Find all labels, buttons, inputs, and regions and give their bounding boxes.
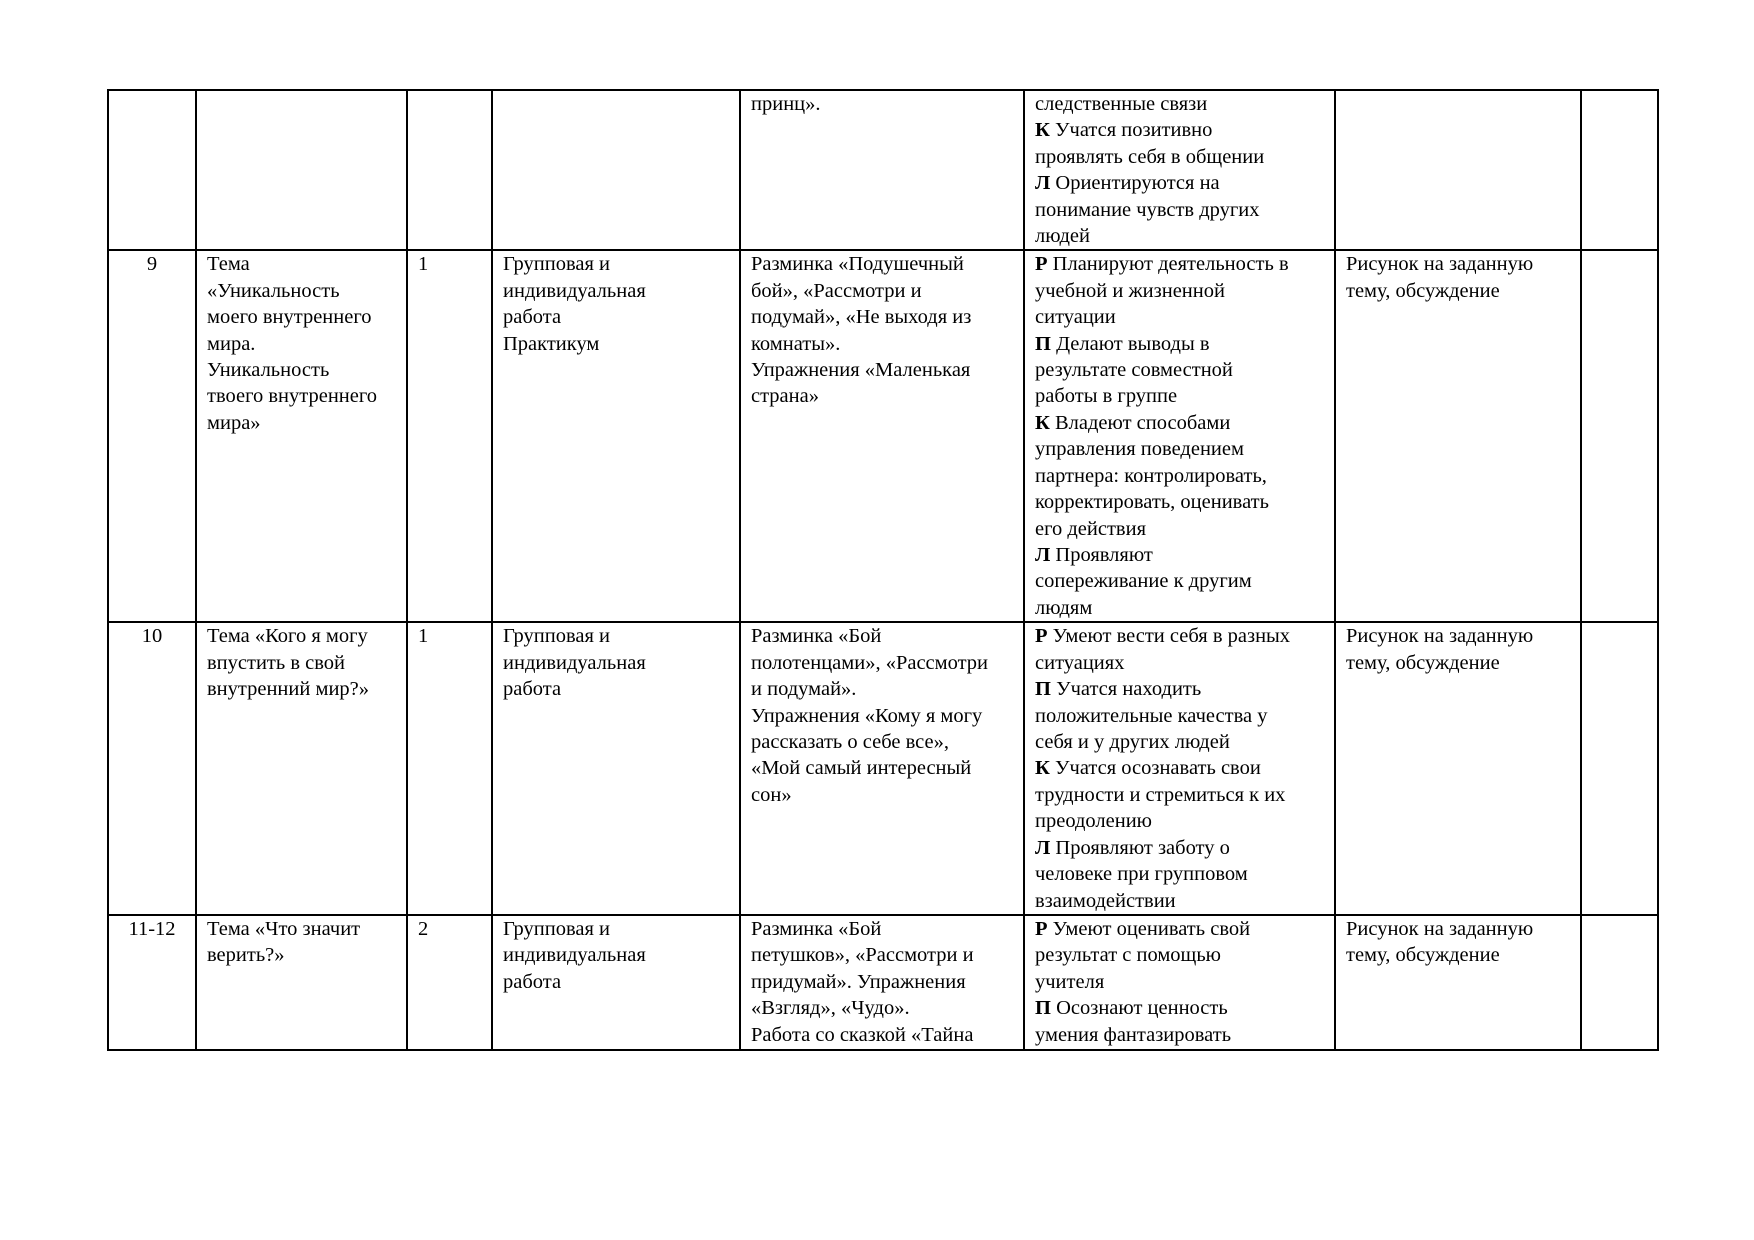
outcome-text: Ориентируются на [1055, 172, 1220, 195]
text-line: тему, обсуждение [1346, 279, 1500, 302]
outcome-text: корректировать, оценивать [1035, 491, 1269, 514]
text-line: Упражнения «Маленькая [751, 359, 971, 382]
hours-cell: 1 [407, 622, 492, 914]
outcome-text: Проявляют заботу о [1055, 836, 1230, 859]
content-cell [740, 250, 1024, 622]
outcome-text: учебной и жизненной [1035, 279, 1225, 302]
outcome-line [1035, 278, 1324, 304]
outcome-line [1035, 676, 1324, 702]
text-line: Практикум [503, 332, 600, 355]
text-line: тему, обсуждение [1346, 944, 1500, 967]
form-cell [492, 622, 740, 914]
learning-outcomes-cell [1024, 250, 1335, 622]
outcome-line [1035, 755, 1324, 781]
text-line: впустить в свой [207, 651, 346, 674]
outcome-line [1035, 568, 1324, 594]
control-form-cell [1335, 915, 1581, 1050]
text-line: петушков», «Рассмотри и [751, 944, 974, 967]
outcome-line [1035, 197, 1324, 223]
text-line: придумай». Упражнения [751, 970, 966, 993]
text-line: Тема «Что значит [207, 917, 361, 940]
outcome-line [1035, 251, 1324, 277]
outcome-text: Умеют оценивать свой [1052, 917, 1251, 940]
outcome-text: Умеют вести себя в разных [1052, 625, 1291, 648]
outcome-line [1035, 782, 1324, 808]
learning-outcomes-cell [1024, 622, 1335, 914]
table-row [108, 250, 1658, 622]
outcome-text: трудности и стремиться к их [1035, 783, 1286, 806]
outcome-text: положительные качества у [1035, 704, 1268, 727]
text-line: страна» [751, 385, 819, 408]
text-line: бой», «Рассмотри и [751, 279, 922, 302]
outcome-category-letter: Р [1035, 625, 1048, 648]
outcome-text: людей [1035, 225, 1091, 248]
text-line: моего внутреннего [207, 306, 372, 329]
topic-cell [196, 250, 407, 622]
notes-cell [1581, 250, 1658, 622]
content-cell [740, 622, 1024, 914]
form-cell [492, 250, 740, 622]
outcome-category-letter: Л [1035, 172, 1051, 195]
outcome-category-letter: Л [1035, 543, 1051, 566]
lesson-number-cell [108, 90, 196, 250]
outcome-text: проявлять себя в общении [1035, 145, 1265, 168]
outcome-line [1035, 703, 1324, 729]
outcome-text: результате совместной [1035, 359, 1233, 382]
control-form-cell [1335, 622, 1581, 914]
outcome-line [1035, 650, 1324, 676]
text-line: Рисунок на заданную [1346, 253, 1534, 276]
topic-cell [196, 915, 407, 1050]
outcome-text: умения фантазировать [1035, 1023, 1232, 1046]
outcome-line [1035, 1022, 1324, 1048]
lesson-number-cell: 9 [108, 250, 196, 622]
text-line: принц». [751, 93, 821, 115]
text-line: работа [503, 306, 562, 329]
text-line: твоего внутреннего [207, 385, 378, 408]
outcome-text: сопереживание к другим [1035, 570, 1252, 593]
notes-cell [1581, 622, 1658, 914]
outcome-text: понимание чувств других [1035, 198, 1260, 221]
outcome-text: преодолению [1035, 810, 1152, 833]
outcome-text: взаимодействии [1035, 889, 1176, 912]
text-line: «Уникальность [207, 279, 340, 302]
outcome-text: Учатся находить [1056, 678, 1202, 701]
text-line: мира» [207, 411, 261, 434]
text-line: Разминка «Подушечный [751, 253, 964, 276]
table-row [108, 622, 1658, 914]
outcome-text: людям [1035, 596, 1093, 619]
outcome-text: ситуациях [1035, 651, 1125, 674]
outcome-category-letter: Р [1035, 253, 1048, 276]
outcome-category-letter: Р [1035, 917, 1048, 940]
control-form-cell [1335, 250, 1581, 622]
text-line: Групповая и [503, 625, 611, 648]
outcome-line [1035, 383, 1324, 409]
outcome-line [1035, 969, 1324, 995]
content-cell [740, 915, 1024, 1050]
notes-cell [1581, 90, 1658, 250]
outcome-line [1035, 331, 1324, 357]
text-line: рассказать о себе все», [751, 731, 949, 754]
outcome-text: управления поведением [1035, 438, 1244, 461]
table-row [108, 90, 1658, 250]
outcome-text: Проявляют [1055, 543, 1153, 566]
text-line: внутренний мир?» [207, 678, 370, 701]
outcome-text: человеке при групповом [1035, 863, 1248, 886]
text-line: Работа со сказкой «Тайна [751, 1023, 974, 1046]
outcome-category-letter: П [1035, 997, 1051, 1020]
text-line: мира. [207, 332, 256, 355]
outcome-text: партнера: контролировать, [1035, 464, 1267, 487]
outcome-category-letter: Л [1035, 836, 1051, 859]
outcome-text: следственные связи [1035, 93, 1208, 115]
hours-cell: 1 [407, 250, 492, 622]
table-row [108, 915, 1658, 1050]
text-line: Упражнения «Кому я могу [751, 704, 983, 727]
outcome-text: себя и у других людей [1035, 731, 1230, 754]
outcome-line [1035, 170, 1324, 196]
outcome-line [1035, 916, 1324, 942]
outcome-category-letter: К [1035, 119, 1050, 142]
outcome-line [1035, 729, 1324, 755]
text-line: Разминка «Бой [751, 917, 882, 940]
outcome-line [1035, 463, 1324, 489]
text-line: Групповая и [503, 917, 611, 940]
text-line: Тема «Кого я могу [207, 625, 368, 648]
text-line: индивидуальная [503, 279, 646, 302]
notes-cell [1581, 915, 1658, 1050]
text-line: работа [503, 970, 562, 993]
outcome-text: ситуации [1035, 306, 1116, 329]
outcome-line [1035, 995, 1324, 1021]
outcome-line [1035, 91, 1324, 117]
outcome-line [1035, 223, 1324, 249]
text-line: «Мой самый интересный [751, 757, 972, 780]
outcome-text: Учатся осознавать свои [1055, 757, 1261, 780]
outcome-line [1035, 489, 1324, 515]
lesson-plan-table [107, 89, 1659, 1051]
text-line: Групповая и [503, 253, 611, 276]
text-line: тему, обсуждение [1346, 651, 1500, 674]
lesson-number-cell: 11-12 [108, 915, 196, 1050]
text-line: сон» [751, 783, 792, 806]
outcome-line [1035, 436, 1324, 462]
hours-cell: 2 [407, 915, 492, 1050]
outcome-text: учителя [1035, 970, 1105, 993]
outcome-line [1035, 595, 1324, 621]
text-line: индивидуальная [503, 651, 646, 674]
outcome-text: работы в группе [1035, 385, 1178, 408]
lesson-number-cell: 10 [108, 622, 196, 914]
learning-outcomes-cell [1024, 915, 1335, 1050]
outcome-text: Планируют деятельность в [1052, 253, 1289, 276]
text-line: Тема [207, 253, 250, 276]
outcome-line [1035, 888, 1324, 914]
outcome-text: Осознают ценность [1056, 997, 1228, 1020]
outcome-text: его действия [1035, 517, 1147, 540]
outcome-line [1035, 942, 1324, 968]
text-line: работа [503, 678, 562, 701]
outcome-line [1035, 861, 1324, 887]
learning-outcomes-cell [1024, 90, 1335, 250]
text-line: Рисунок на заданную [1346, 917, 1534, 940]
outcome-line [1035, 144, 1324, 170]
outcome-line [1035, 304, 1324, 330]
text-line: Разминка «Бой [751, 625, 882, 648]
outcome-text: Делают выводы в [1056, 332, 1210, 355]
hours-cell [407, 90, 492, 250]
outcome-line [1035, 357, 1324, 383]
text-line: верить?» [207, 944, 285, 967]
text-line: и подумай». [751, 678, 857, 701]
text-line: индивидуальная [503, 944, 646, 967]
outcome-line [1035, 623, 1324, 649]
topic-cell [196, 622, 407, 914]
outcome-line [1035, 835, 1324, 861]
text-line: Рисунок на заданную [1346, 625, 1534, 648]
text-line: комнаты». [751, 332, 841, 355]
text-line: Уникальность [207, 359, 330, 382]
outcome-category-letter: К [1035, 757, 1050, 780]
outcome-line [1035, 516, 1324, 542]
form-cell [492, 90, 740, 250]
control-form-cell [1335, 90, 1581, 250]
outcome-text: Владеют способами [1055, 411, 1231, 434]
outcome-category-letter: П [1035, 332, 1051, 355]
outcome-category-letter: К [1035, 411, 1050, 434]
outcome-line [1035, 808, 1324, 834]
text-line: подумай», «Не выходя из [751, 306, 972, 329]
outcome-category-letter: П [1035, 678, 1051, 701]
text-line: «Взгляд», «Чудо». [751, 997, 910, 1020]
content-cell [740, 90, 1024, 250]
outcome-text: результат с помощью [1035, 944, 1222, 967]
text-line: полотенцами», «Рассмотри [751, 651, 989, 674]
outcome-line [1035, 542, 1324, 568]
outcome-line [1035, 410, 1324, 436]
form-cell [492, 915, 740, 1050]
outcome-text: Учатся позитивно [1055, 119, 1213, 142]
outcome-line [1035, 117, 1324, 143]
topic-cell [196, 90, 407, 250]
lesson-plan-body [108, 90, 1658, 1050]
